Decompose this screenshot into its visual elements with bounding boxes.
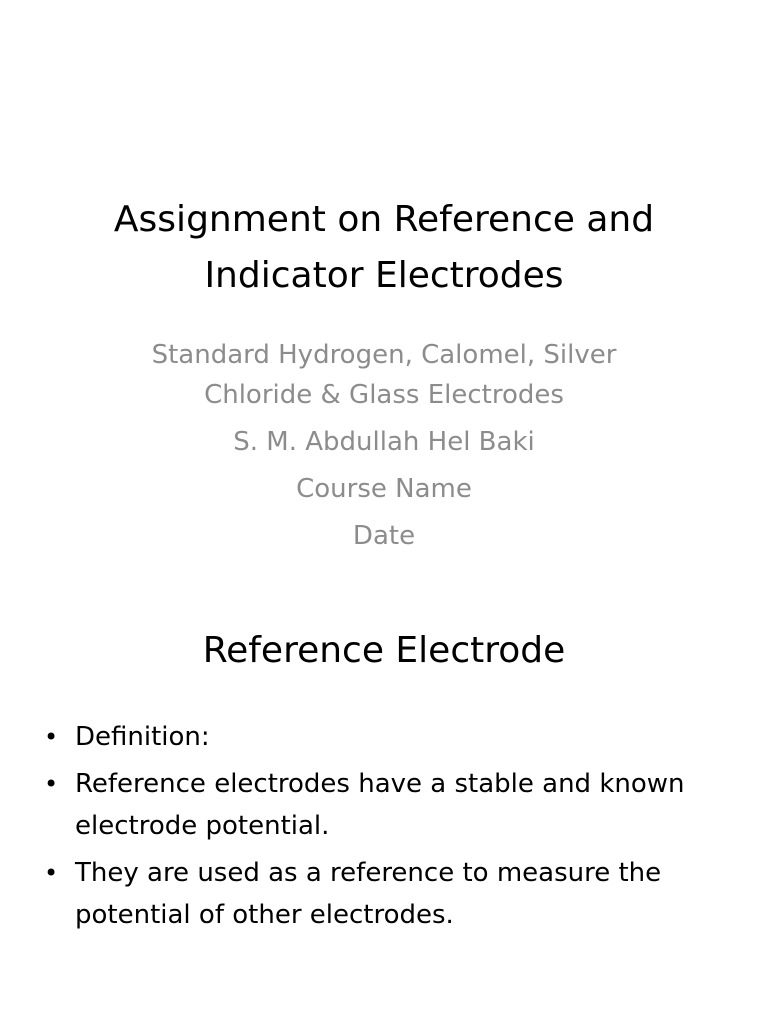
list-item (40, 852, 740, 936)
bullet-text-stable-potential: Reference electrodes have a stable and known electrode potential. (75, 769, 685, 841)
subtitle-date: Date (352, 521, 416, 551)
bullet-text-usage: They are used as a reference to measure the potential of other electrodes. (75, 858, 662, 930)
subtitle-course: Course Name (296, 474, 472, 504)
bullet-icon: • (44, 770, 59, 798)
list-item (40, 716, 740, 758)
section-heading: Reference Electrode (202, 630, 566, 671)
bullet-icon: • (44, 859, 59, 887)
subtitle-author: S. M. Abdullah Hel Baki (233, 427, 535, 457)
bullet-list (40, 716, 740, 941)
subtitle-topic: Standard Hydrogen, Calomel, Silver Chloride & Glass Electrodes (151, 340, 617, 410)
list-item (40, 763, 740, 847)
bullet-icon: • (44, 723, 59, 751)
subtitle-block (96, 335, 672, 556)
slide-title: Assignment on Reference and Indicator Electrodes (113, 199, 655, 296)
bullet-text-definition: Definition: (75, 722, 210, 752)
